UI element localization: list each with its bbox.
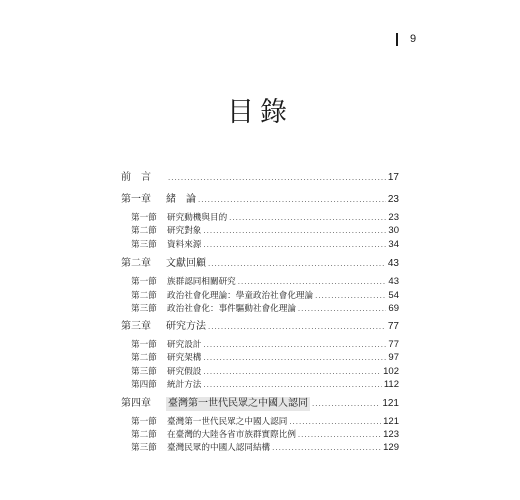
toc-entry-ch4-sec3[interactable] [131,441,399,455]
toc-entry-ch2-sec3[interactable] [131,302,399,316]
entry-label: 第二節 [131,430,157,440]
entry-label: 第三節 [131,240,157,250]
entry-label: 前 言 [121,172,151,183]
entry-page: 69 [388,303,399,314]
dot-leader [203,378,381,392]
entry-page: 121 [383,416,399,427]
entry-label: 第三節 [131,367,157,377]
entry-label: 第三節 [131,304,157,314]
dot-leader [198,193,386,207]
page-number-bar [396,33,398,46]
entry-label: 第一節 [131,213,157,223]
page-number: 9 [410,33,417,45]
entry-page: 23 [387,194,399,205]
dot-leader [208,320,386,334]
entry-label: 第一節 [131,277,157,287]
entry-title: 研究架構 [167,353,202,363]
entry-label: 第一章 [121,194,151,205]
dot-leader [298,302,387,316]
dot-leader [203,238,386,252]
dot-leader [298,428,381,442]
toc-entry-ch4-sec2[interactable] [131,428,399,442]
entry-label: 第二章 [121,258,151,269]
entry-page: 54 [388,290,399,301]
entry-title: 臺灣第一世代民眾之中國人認同 [167,417,288,427]
entry-title: 研究對象 [167,226,202,236]
toc-entry-ch3-sec2[interactable] [131,351,399,365]
entry-title: 統計方法 [167,380,202,390]
entry-title: 研究動機與目的 [167,213,228,223]
entry-page: 30 [388,225,399,236]
entry-title: 臺灣第一世代民眾之中國人認同 [168,398,308,409]
dot-leader [168,171,386,185]
entry-page: 129 [383,442,399,453]
entry-page: 43 [388,276,399,287]
entry-label: 第一節 [131,417,157,427]
entry-title: 緒 論 [166,194,196,205]
entry-label: 第一節 [131,340,157,350]
entry-page: 23 [388,212,399,223]
toc-entry-chapter-3[interactable] [121,320,399,334]
entry-label: 第二節 [131,353,157,363]
entry-page: 17 [387,172,399,183]
toc-title: 目錄 [227,97,293,129]
entry-page: 112 [383,379,399,390]
toc-entry-chapter-1[interactable] [121,193,399,207]
entry-title: 在臺灣的大陸各省市族群實際比例 [167,430,296,440]
entry-page: 77 [388,339,399,350]
entry-page: 123 [383,429,399,440]
entry-page: 34 [388,239,399,250]
entry-title: 研究設計 [167,340,202,350]
toc-entry-chapter-2[interactable] [121,257,399,271]
toc-entry-ch1-sec3[interactable] [131,238,399,252]
entry-page: 97 [388,352,399,363]
dot-leader [272,441,381,455]
entry-label: 第二節 [131,291,157,301]
toc-entry-ch1-sec2[interactable] [131,224,399,238]
dot-leader [203,365,381,379]
entry-label: 第四節 [131,380,157,390]
entry-title: 政治社會化理論：學童政治社會化理論 [167,291,314,301]
dot-leader [203,351,386,365]
entry-title: 文獻回顧 [166,258,206,269]
entry-label: 第四章 [121,398,151,409]
entry-title: 族群認同相關研究 [167,277,236,287]
entry-title: 政治社會化：事件驅動社會化理論 [167,304,296,314]
toc-entry-chapter-4[interactable] [121,397,399,411]
entry-title: 研究方法 [166,321,206,332]
entry-page: 102 [383,366,399,377]
toc-entry-ch4-sec1[interactable] [131,415,399,429]
toc-entry-ch3-sec4[interactable] [131,378,399,392]
toc-entry-ch3-sec3[interactable] [131,365,399,379]
entry-label: 第三章 [121,321,151,332]
toc-entry-ch2-sec2[interactable] [131,289,399,303]
entry-title: 資料來源 [167,240,202,250]
toc-entry-preface[interactable] [121,171,399,185]
entry-page: 43 [387,258,399,269]
entry-label: 第三節 [131,443,157,453]
entry-label: 第二節 [131,226,157,236]
dot-leader [238,275,387,289]
dot-leader [289,415,381,429]
toc-entry-ch3-sec1[interactable] [131,338,399,352]
toc-entry-ch2-sec1[interactable] [131,275,399,289]
dot-leader [312,397,380,411]
toc-entry-ch1-sec1[interactable] [131,211,399,225]
entry-title: 臺灣民眾的中國人認同結構 [167,443,271,453]
dot-leader [203,224,386,238]
entry-page: 121 [382,398,399,409]
dot-leader [229,211,386,225]
entry-page: 77 [387,321,399,332]
dot-leader [208,257,386,271]
dot-leader [203,338,386,352]
dot-leader [315,289,386,303]
entry-title: 研究假設 [167,367,202,377]
